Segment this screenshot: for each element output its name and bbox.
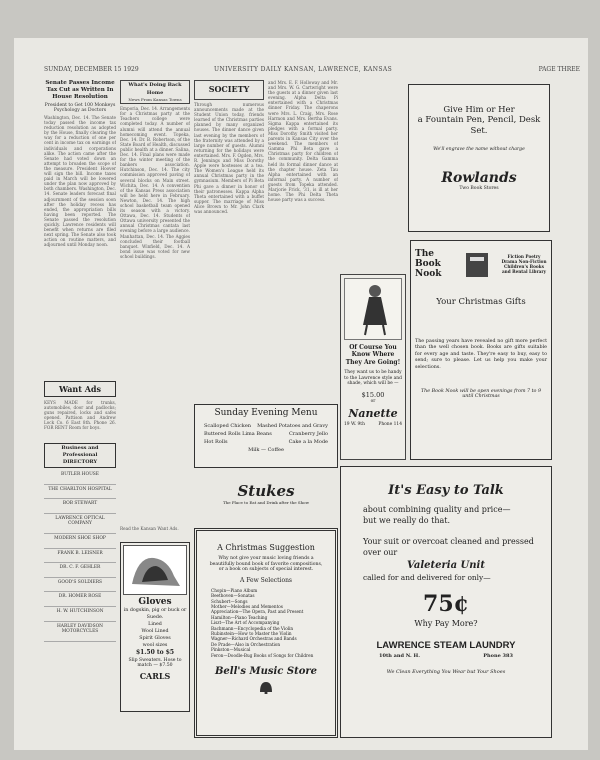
society-continued: and Mrs. E. F. Holloway and Mr. and Mrs. W. G. Cartwright were the guests at a dinner given last evening. Alpha Delta Pi entertained with a Christmas dinner Friday. The chaperons were Mrs. L. Craig, Mrs. Rose Harmon and Mrs. Bertha Evans. Sigma Kappa entertained its pledges with a formal party. Miss Dorothy Smith visited her parents in Kansas City over the weekend. The members of Gamma Phi Beta gave a Christmas party for children of the community. Delta Gamma held its formal dinner dance at the chapter house. Zeta Tau Alpha entertained with an informal party. A number of guests from Topeka attended. Marjorie Frick, '31, is ill at her home. The Phi Delta Theta house party was a success. [268, 80, 338, 203]
laundry-line-2: but we really do that. [363, 516, 451, 525]
page-header [44, 66, 592, 76]
bell-selection: Liszt—The Art of Accompanying [211, 620, 280, 626]
book-nook-header [415, 245, 547, 283]
bell-music-ad [194, 528, 338, 738]
directory-box [44, 443, 116, 468]
laundry-ad [340, 466, 552, 738]
pen-note: We'll engrave the name without charge [433, 147, 525, 152]
menu-item: Mashed Potatoes and Gravy [257, 423, 328, 429]
society-header [194, 80, 264, 100]
book-nook-note: The Book Nook will be open evenings from 7 to 9 until Christmas [420, 389, 542, 400]
laundry-unit: Valeteria Unit [407, 560, 485, 571]
laundry-name: LAWRENCE STEAM LAUNDRY [376, 640, 516, 651]
bell-selection: Bachmann—Encyclopedia of the Violin [211, 625, 294, 631]
nanette-head: Of Course You Know Where They Are Going! [345, 344, 401, 366]
gloves-lines [123, 607, 187, 649]
nanette-contact [344, 422, 402, 427]
directory-list [44, 470, 116, 642]
gloves-price: $1.50 to $5 [135, 649, 175, 657]
bell-store: Bell's Music Store [214, 666, 318, 678]
laundry-line-3: Your suit or overcoat cleaned and pressed over our [363, 537, 534, 557]
laundry-address: 10th and N. H. [379, 653, 420, 659]
pen-line-1: Give Him or Her [443, 105, 515, 115]
book-nook-text: The passing years have revealed no gift more perfect than the well chosen book. Books are gifts suitable for every age and taste. They're easy to buy, easy to send; sure to please. Let us help you make your selections. [415, 339, 547, 370]
menu-item: Buttered Rolls Lima Beans [204, 431, 272, 437]
bell-selection: Beethoven—Sonatas [211, 593, 255, 599]
gloves-line: Wool Lined [141, 629, 169, 635]
nanette-address: 19 W. 9th [344, 422, 365, 428]
menu-item: Hot Rolls [204, 439, 228, 445]
bell-selection: Wagner—Richard Orchestras and Bands [211, 636, 297, 642]
header-page-number: PAGE THREE [538, 66, 580, 73]
column-2 [120, 80, 190, 740]
want-ads-title: Want Ads [58, 384, 102, 394]
bell-selection: Chopin—Piano Album [211, 587, 258, 593]
menu-row [198, 438, 334, 446]
stukes-ad [194, 474, 338, 522]
nanette-or: or [370, 399, 376, 405]
sunday-menu-drink: Milk — Coffee [248, 447, 284, 453]
sunday-menu-box [194, 404, 338, 468]
directory-entry: MODERN SHOE SHOP [44, 534, 116, 549]
bell-selection: De Prade—Also in Orchestration [211, 641, 281, 647]
bell-selection: Pinkston—Musical [211, 647, 251, 653]
back-home-text: Emporia, Dec. 14. Arrangements for a Christmas party at the Teachers college were completed today. A number of alumni will attend the annual homecoming event. Topeka, Dec. 14. Dr. B. Robertson, of the State Board of Health, discussed public health at a dinner. Salina, Dec. 14. Final plans were made for the winter meeting of the bankers association. Hutchinson, Dec. 14. The city commission approved paving of several blocks on Main street. Wichita, Dec. 14. A convention of the Kansas Press association will be held here in February. Newton, Dec. 14. The high school basketball team opened its season with a victory. Ottawa, Dec. 14. Students of Ottawa university presented the annual Christmas cantata last evening before a large audience. Manhattan, Dec. 14. The Aggies concluded their football banquet. Winfield, Dec. 14. A bond issue was voted for new school buildings. [120, 106, 190, 259]
directory-entry: FRANK B. LEISNER [44, 549, 116, 564]
bell-icon [203, 679, 329, 698]
menu-row [198, 422, 334, 430]
laundry-contact [347, 651, 545, 659]
pen-store: Rowlands [441, 170, 517, 186]
nanette-brand: Nanette [348, 407, 398, 421]
menu-item: Scalloped Chicken [204, 423, 252, 429]
gloves-store: CARLS [139, 671, 171, 682]
gloves-line: wool sizes [142, 643, 168, 649]
stukes-name: Stukes [237, 482, 295, 500]
nanette-text: They want us to be handy to the Lawrence style and shade, which will be — [344, 370, 402, 387]
bell-selection: Mother—Melodies and Mementos [211, 604, 283, 609]
laundry-price: 75¢ [423, 591, 469, 617]
sunday-menu-title: Sunday Evening Menu [214, 408, 318, 418]
want-ads-box [44, 381, 116, 397]
menu-row [198, 430, 334, 438]
gloves-title: Gloves [138, 597, 172, 608]
book-nook-tagline: Fiction Poetry Drama Non-Fiction Children's Books and Rental Library [501, 254, 547, 274]
bell-selection: Feron—Doodle-Bug Books of Songs for Children [211, 652, 314, 658]
directory-entry: BUTLER HOUSE [44, 470, 116, 485]
directory-entry: THE CHARLTON HOSPITAL [44, 485, 116, 500]
menu-item: Cake a la Mode [288, 439, 328, 445]
bell-selection: Schubert—Songs [211, 598, 248, 604]
headline-senate: Senate Passes Income Tax Cut as Written In House Resolution [45, 80, 115, 100]
column-4 [268, 80, 338, 400]
bell-title: A Christmas Suggestion [217, 543, 315, 552]
laundry-head: It's Easy to Talk [388, 483, 504, 498]
gloves-line: Lined [148, 622, 162, 628]
bell-selection: Appreciation—The Opera, Past and Present [211, 609, 304, 615]
nanette-price: $15.00 [361, 391, 385, 400]
bell-intro: Why not give your music loving friends a beautifully bound book of favorite compositions, or a book on subjects of special interest. [209, 556, 323, 573]
book-nook-title: Your Christmas Gifts [436, 297, 526, 307]
article-text: Washington, Dec. 14. The Senate today passed the income tax reduction resolution as adopted by the House, finally clearing the way for a reduction of one per cent in income tax on earnings of individuals and corporations alike. The action came after the Senate had voted down an attempt to broaden the scope of the measure. President Hoover will sign the bill. Income taxes paid in March will be lowered under the plan now approved by both chambers. Washington, Dec. 14. Senate leaders forecast final adjournment of the session soon after the holiday recess has ended, the appropriation bills having been reported. The Senate passed the resolution quickly. Lawrence residents will benefit when returns are filed next spring. The Senate also took action on routine matters, and adjourned until Monday noon. [44, 115, 116, 248]
directory-entry: LAWRENCE OPTICAL COMPANY [44, 514, 116, 534]
bell-selections-title: A Few Selections [239, 576, 293, 584]
laundry-line-4: called for and delivered for only— [363, 573, 491, 582]
gloves-line: Spirit Gloves [139, 636, 171, 642]
gloves-line: in dogskin, pig or buck or Suede. [123, 608, 187, 621]
nanette-ad [340, 274, 406, 460]
directory-entry: HARLEY DAVIDSON MOTORCYCLES [44, 622, 116, 642]
laundry-question: Why Pay More? [414, 619, 478, 628]
header-date: SUNDAY, DECEMBER 15 1929 [44, 66, 139, 73]
stukes-tag: The Place to Eat and Drink after the Show [222, 500, 310, 505]
subhead-president: President to Get 100 Monkeys Psychology as Doctors [44, 103, 116, 113]
laundry-phone: Phone 383 [483, 653, 513, 659]
book-nook-icon [464, 249, 490, 279]
society-text: Through numerous announcements made at the Student Union today, friends learned of the Christmas parties planned by many organized houses. The dinner dance given last evening by the members of the fraternity was attended by a large number of guests. Alumni returning for the holidays were entertained. Mrs. F. Ogden, Mrs. R. Jennings and Miss Dorothy Apple were hostesses at a tea. The Women's League held its annual Christmas party in the gymnasium. Members of Pi Beta Phi gave a dinner in honor of their patronesses. Kappa Alpha Theta entertained with a buffet supper. The marriage of Miss Alice Brown to Mr. John Clark was announced. [194, 102, 264, 214]
bell-selection: Hamilton—Piano Teaching [211, 614, 268, 620]
gloves-slip: Slip Sweaters. Hose to match — $7.50 [128, 658, 182, 669]
back-home-sub: News From Kansas Towns [128, 97, 182, 103]
directory-entry: BOB STEWART [44, 499, 116, 514]
gloves-illustration [123, 545, 187, 595]
directory-title: Business and Professional DIRECTORY [61, 445, 99, 465]
back-home-box [120, 80, 190, 104]
directory-entry: DR. C. F. GEHLER [44, 563, 116, 578]
want-ads-text: KEYS MADE for trunks, automobiles, door and padlocks; guns repaired, locks and safes opened. Pattison and Andrew Lock Co. 6 East 8th. Phone 26. FOR RENT Room for boys. [44, 400, 116, 431]
laundry-slogan: We Clean Everything You Wear but Your Shoes [386, 669, 506, 675]
society-title: SOCIETY [208, 84, 250, 94]
want-ads-footer: Read the Kansan Want Ads. [120, 526, 179, 532]
bell-selections [203, 588, 329, 658]
column-1 [44, 80, 116, 740]
directory-entry: DR. HOMER ROSE [44, 592, 116, 607]
bell-selection: Rubinstein—How to Master the Violin [211, 631, 292, 637]
nanette-illustration [344, 278, 402, 340]
fountain-pen-ad [408, 84, 550, 232]
gloves-ad [120, 542, 190, 712]
sunday-menu-items [198, 422, 334, 446]
header-paper-name: UNIVERSITY DAILY KANSAN, LAWRENCE, KANSAS [214, 66, 393, 73]
pen-store-sub: Two Book Stores [459, 186, 499, 191]
directory-entry: H. W. HUTCHINSON [44, 607, 116, 622]
column-3 [194, 80, 264, 400]
nanette-phone: Phone 114 [378, 422, 402, 428]
laundry-line-1: about combining quality and price— [363, 505, 511, 514]
back-home-title: What's Doing Back Home [128, 82, 182, 96]
book-nook-ad [410, 240, 552, 460]
menu-item: Cranberry Jello [289, 431, 328, 437]
book-nook-logo: The Book Nook [415, 249, 442, 279]
pen-line-2: a Fountain Pen, Pencil, Desk Set. [417, 115, 541, 136]
directory-entry: GOOD'S SOLDIERS [44, 578, 116, 593]
